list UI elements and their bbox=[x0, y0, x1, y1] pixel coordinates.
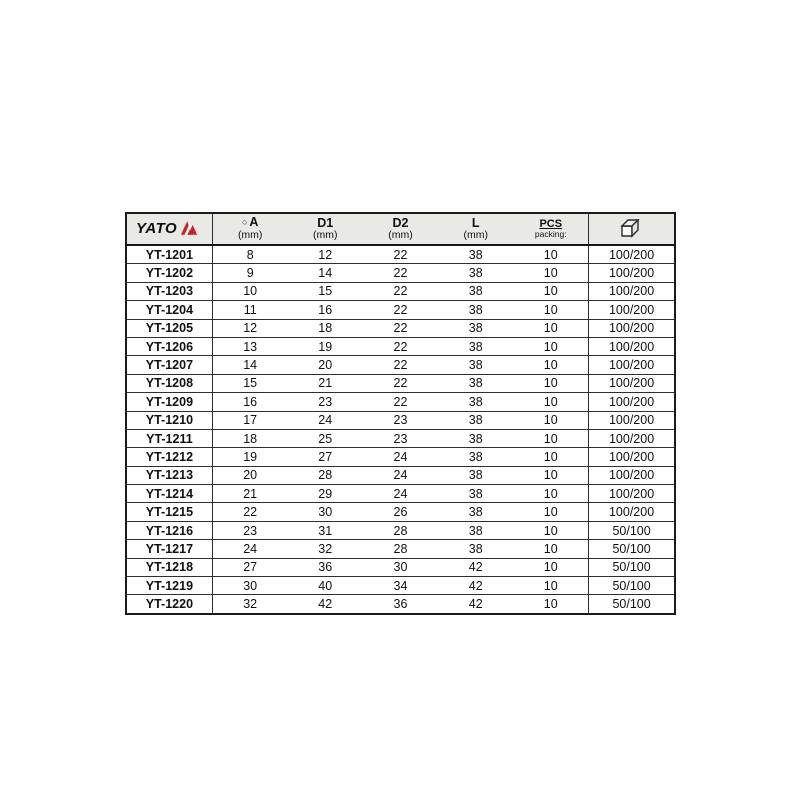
pcs-cell: 10 bbox=[513, 558, 588, 576]
d2-cell: 28 bbox=[363, 540, 438, 558]
model-cell: YT-1210 bbox=[126, 411, 212, 429]
table-row bbox=[126, 282, 675, 300]
table-row bbox=[126, 245, 675, 264]
d1-cell: 28 bbox=[288, 466, 363, 484]
l-cell: 38 bbox=[438, 485, 513, 503]
d2-cell: 22 bbox=[363, 301, 438, 319]
l-cell: 38 bbox=[438, 393, 513, 411]
table-row bbox=[126, 374, 675, 392]
pcs-cell: 10 bbox=[513, 577, 588, 595]
a-cell: 24 bbox=[212, 540, 287, 558]
carton-cell: 100/200 bbox=[589, 429, 675, 447]
a-cell: 17 bbox=[212, 411, 287, 429]
d1-cell: 19 bbox=[288, 337, 363, 355]
column-header-a-label: ○ A bbox=[241, 215, 259, 229]
pcs-cell: 10 bbox=[513, 282, 588, 300]
carton-cell: 50/100 bbox=[589, 521, 675, 539]
d1-cell: 32 bbox=[288, 540, 363, 558]
model-cell: YT-1219 bbox=[126, 577, 212, 595]
yato-logo bbox=[136, 220, 212, 237]
column-header-d1-label: D1 bbox=[317, 215, 334, 230]
carton-cell: 100/200 bbox=[589, 264, 675, 282]
d1-cell: 40 bbox=[288, 577, 363, 595]
pcs-cell: 10 bbox=[513, 264, 588, 282]
table-row bbox=[126, 393, 675, 411]
pcs-cell: 10 bbox=[513, 540, 588, 558]
pcs-cell: 10 bbox=[513, 411, 588, 429]
table-row bbox=[126, 301, 675, 319]
table-row bbox=[126, 319, 675, 337]
d1-cell: 30 bbox=[288, 503, 363, 521]
carton-cell: 100/200 bbox=[589, 319, 675, 337]
table-row bbox=[126, 521, 675, 539]
model-cell: YT-1205 bbox=[126, 319, 212, 337]
model-cell: YT-1217 bbox=[126, 540, 212, 558]
table-row bbox=[126, 558, 675, 576]
a-cell: 22 bbox=[212, 503, 287, 521]
l-cell: 38 bbox=[438, 540, 513, 558]
pcs-cell: 10 bbox=[513, 374, 588, 392]
a-cell: 32 bbox=[212, 595, 287, 614]
l-cell: 42 bbox=[438, 558, 513, 576]
carton-cell: 100/200 bbox=[589, 466, 675, 484]
d2-cell: 22 bbox=[363, 264, 438, 282]
pcs-cell: 10 bbox=[513, 301, 588, 319]
l-cell: 38 bbox=[438, 356, 513, 374]
carton-cell: 100/200 bbox=[589, 337, 675, 355]
d2-cell: 22 bbox=[363, 374, 438, 392]
model-cell: YT-1206 bbox=[126, 337, 212, 355]
d1-cell: 29 bbox=[288, 485, 363, 503]
table-row bbox=[126, 337, 675, 355]
model-cell: YT-1215 bbox=[126, 503, 212, 521]
model-cell: YT-1216 bbox=[126, 521, 212, 539]
pcs-cell: 10 bbox=[513, 503, 588, 521]
column-header-a bbox=[212, 213, 287, 245]
table-row bbox=[126, 540, 675, 558]
table-row bbox=[126, 485, 675, 503]
d1-cell: 31 bbox=[288, 521, 363, 539]
yato-logo-text: YATO bbox=[136, 220, 178, 237]
pcs-cell: 10 bbox=[513, 485, 588, 503]
carton-box-icon bbox=[620, 219, 644, 238]
brand-logo-cell bbox=[126, 213, 212, 245]
column-header-carton bbox=[589, 213, 675, 245]
carton-cell: 100/200 bbox=[589, 448, 675, 466]
l-cell: 38 bbox=[438, 319, 513, 337]
table-row bbox=[126, 264, 675, 282]
table-row bbox=[126, 429, 675, 447]
column-header-pcs-label: PCS bbox=[539, 218, 563, 230]
d1-cell: 24 bbox=[288, 411, 363, 429]
a-cell: 16 bbox=[212, 393, 287, 411]
model-cell: YT-1202 bbox=[126, 264, 212, 282]
carton-cell: 100/200 bbox=[589, 374, 675, 392]
carton-cell: 100/200 bbox=[589, 282, 675, 300]
d1-cell: 12 bbox=[288, 245, 363, 264]
pcs-cell: 10 bbox=[513, 245, 588, 264]
table-row bbox=[126, 503, 675, 521]
d2-cell: 22 bbox=[363, 282, 438, 300]
carton-cell: 50/100 bbox=[589, 540, 675, 558]
l-cell: 38 bbox=[438, 503, 513, 521]
l-cell: 38 bbox=[438, 448, 513, 466]
a-cell: 14 bbox=[212, 356, 287, 374]
pcs-cell: 10 bbox=[513, 356, 588, 374]
pcs-cell: 10 bbox=[513, 595, 588, 614]
carton-cell: 50/100 bbox=[589, 577, 675, 595]
l-cell: 38 bbox=[438, 411, 513, 429]
column-header-a-unit: (mm) bbox=[237, 229, 263, 241]
a-cell: 20 bbox=[212, 466, 287, 484]
spec-table-body bbox=[126, 245, 675, 614]
d2-cell: 24 bbox=[363, 466, 438, 484]
model-cell: YT-1220 bbox=[126, 595, 212, 614]
column-header-pcs bbox=[513, 213, 588, 245]
d2-cell: 24 bbox=[363, 485, 438, 503]
l-cell: 42 bbox=[438, 577, 513, 595]
d2-cell: 36 bbox=[363, 595, 438, 614]
column-header-d2-unit: (mm) bbox=[388, 228, 413, 241]
model-cell: YT-1207 bbox=[126, 356, 212, 374]
model-cell: YT-1209 bbox=[126, 393, 212, 411]
pcs-cell: 10 bbox=[513, 393, 588, 411]
l-cell: 38 bbox=[438, 301, 513, 319]
d2-cell: 22 bbox=[363, 319, 438, 337]
l-cell: 38 bbox=[438, 521, 513, 539]
d2-cell: 30 bbox=[363, 558, 438, 576]
yato-logo-mark-icon bbox=[180, 221, 198, 236]
table-row bbox=[126, 411, 675, 429]
column-header-l-unit: (mm) bbox=[463, 228, 488, 241]
a-cell: 23 bbox=[212, 521, 287, 539]
carton-cell: 100/200 bbox=[589, 356, 675, 374]
column-header-d2-label: D2 bbox=[392, 215, 409, 230]
a-cell: 27 bbox=[212, 558, 287, 576]
a-cell: 30 bbox=[212, 577, 287, 595]
model-cell: YT-1218 bbox=[126, 558, 212, 576]
l-cell: 38 bbox=[438, 282, 513, 300]
column-header-d1 bbox=[288, 213, 363, 245]
d2-cell: 23 bbox=[363, 429, 438, 447]
d1-cell: 42 bbox=[288, 595, 363, 614]
model-cell: YT-1211 bbox=[126, 429, 212, 447]
d2-cell: 24 bbox=[363, 448, 438, 466]
pcs-cell: 10 bbox=[513, 521, 588, 539]
l-cell: 38 bbox=[438, 429, 513, 447]
a-cell: 12 bbox=[212, 319, 287, 337]
carton-cell: 100/200 bbox=[589, 411, 675, 429]
model-cell: YT-1208 bbox=[126, 374, 212, 392]
diameter-circle-icon: ○ bbox=[241, 217, 248, 227]
d1-cell: 36 bbox=[288, 558, 363, 576]
d2-cell: 28 bbox=[363, 521, 438, 539]
carton-cell: 100/200 bbox=[589, 503, 675, 521]
model-cell: YT-1201 bbox=[126, 245, 212, 264]
carton-cell: 100/200 bbox=[589, 301, 675, 319]
carton-cell: 50/100 bbox=[589, 558, 675, 576]
d2-cell: 22 bbox=[363, 245, 438, 264]
pcs-cell: 10 bbox=[513, 429, 588, 447]
a-cell: 15 bbox=[212, 374, 287, 392]
carton-cell: 100/200 bbox=[589, 393, 675, 411]
model-cell: YT-1214 bbox=[126, 485, 212, 503]
column-header-d1-unit: (mm) bbox=[312, 228, 338, 241]
d2-cell: 26 bbox=[363, 503, 438, 521]
l-cell: 38 bbox=[438, 374, 513, 392]
column-header-l-label: L bbox=[471, 215, 480, 230]
table-row bbox=[126, 356, 675, 374]
a-cell: 9 bbox=[212, 264, 287, 282]
pcs-cell: 10 bbox=[513, 466, 588, 484]
carton-cell: 100/200 bbox=[589, 245, 675, 264]
column-header-pcs-unit: packing: bbox=[534, 229, 567, 239]
model-cell: YT-1204 bbox=[126, 301, 212, 319]
a-cell: 10 bbox=[212, 282, 287, 300]
table-row bbox=[126, 448, 675, 466]
model-cell: YT-1213 bbox=[126, 466, 212, 484]
pcs-cell: 10 bbox=[513, 448, 588, 466]
header-row bbox=[126, 213, 675, 245]
d2-cell: 34 bbox=[363, 577, 438, 595]
l-cell: 38 bbox=[438, 466, 513, 484]
d1-cell: 15 bbox=[288, 282, 363, 300]
d1-cell: 23 bbox=[288, 393, 363, 411]
column-header-d2 bbox=[363, 213, 438, 245]
table-row bbox=[126, 577, 675, 595]
l-cell: 38 bbox=[438, 337, 513, 355]
d2-cell: 22 bbox=[363, 356, 438, 374]
d1-cell: 27 bbox=[288, 448, 363, 466]
table-row bbox=[126, 595, 675, 614]
d1-cell: 16 bbox=[288, 301, 363, 319]
pcs-cell: 10 bbox=[513, 319, 588, 337]
l-cell: 42 bbox=[438, 595, 513, 614]
column-header-l bbox=[438, 213, 513, 245]
table-row bbox=[126, 466, 675, 484]
d1-cell: 14 bbox=[288, 264, 363, 282]
model-cell: YT-1203 bbox=[126, 282, 212, 300]
a-cell: 19 bbox=[212, 448, 287, 466]
carton-cell: 100/200 bbox=[589, 485, 675, 503]
d2-cell: 23 bbox=[363, 411, 438, 429]
model-cell: YT-1212 bbox=[126, 448, 212, 466]
carton-cell: 50/100 bbox=[589, 595, 675, 614]
a-cell: 18 bbox=[212, 429, 287, 447]
a-cell: 8 bbox=[212, 245, 287, 264]
d2-cell: 22 bbox=[363, 393, 438, 411]
d1-cell: 18 bbox=[288, 319, 363, 337]
d1-cell: 20 bbox=[288, 356, 363, 374]
pcs-cell: 10 bbox=[513, 337, 588, 355]
product-spec-table bbox=[125, 212, 676, 615]
d1-cell: 25 bbox=[288, 429, 363, 447]
l-cell: 38 bbox=[438, 245, 513, 264]
d2-cell: 22 bbox=[363, 337, 438, 355]
d1-cell: 21 bbox=[288, 374, 363, 392]
spec-table-header bbox=[126, 213, 675, 245]
a-cell: 13 bbox=[212, 337, 287, 355]
a-cell: 21 bbox=[212, 485, 287, 503]
a-cell: 11 bbox=[212, 301, 287, 319]
l-cell: 38 bbox=[438, 264, 513, 282]
